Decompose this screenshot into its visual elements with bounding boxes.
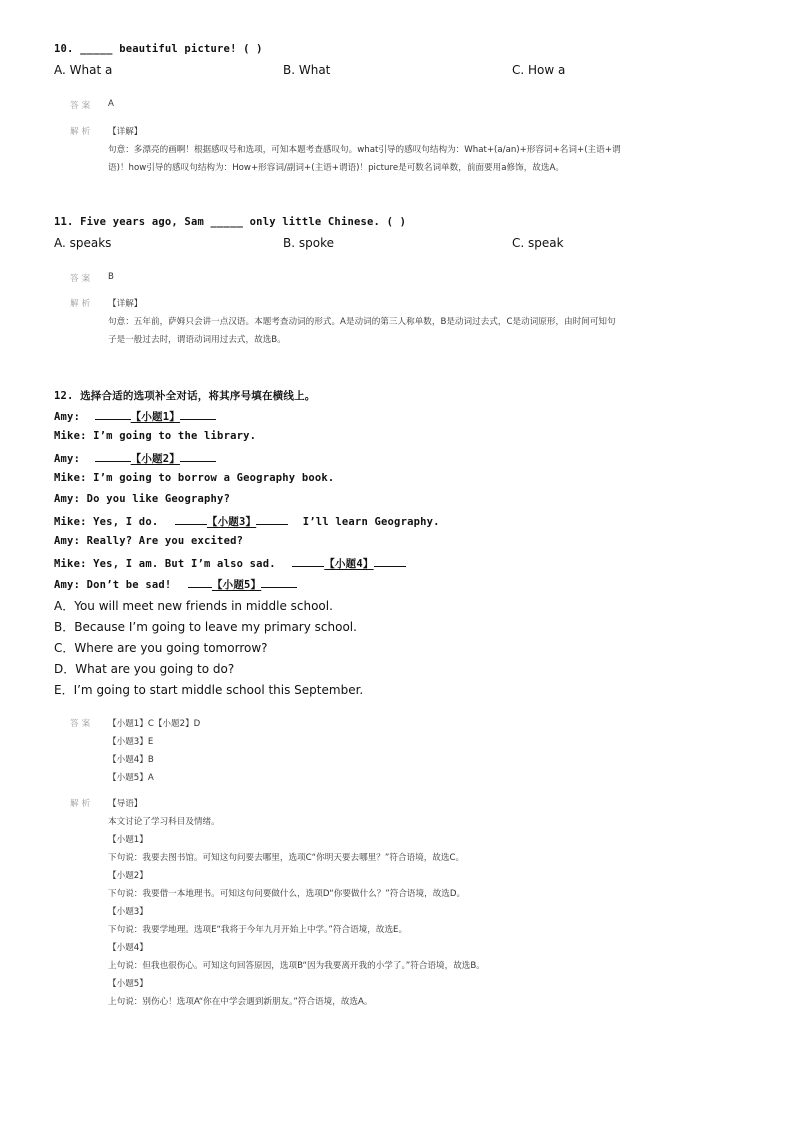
blank-subquestion-3: 【小题3】	[206, 516, 257, 528]
q12-stem: 12. 选择合适的选项补全对话，将其序号填在横线上。	[54, 390, 316, 402]
dialogue-line-5	[54, 493, 230, 505]
blank-line	[180, 409, 216, 420]
q11-stem: 11. Five years ago, Sam _____ only little Chinese. ( )	[54, 216, 407, 228]
q12-choice-c: C．Where are you going tomorrow?	[54, 641, 268, 655]
blank-line	[292, 556, 324, 567]
q12-analysis-line-2: 本文讨论了学习科目及情绪。	[108, 817, 220, 827]
blank-line	[95, 409, 131, 420]
dialogue-line-6	[54, 514, 440, 529]
speaker: Mike:	[54, 472, 87, 484]
q10-detail-line-1: 句意：多漂亮的画啊！根据感叹号和选项，可知本题考查感叹句。what引导的感叹句结构为：What+(a/an)+形容词+名词+(主语+谓	[108, 145, 621, 155]
blank-subquestion-1: 【小题1】	[130, 411, 180, 423]
q11-option-b: B. spoke	[283, 236, 334, 250]
q10-detail-line-2: 语)！how引导的感叹句结构为：How+形容词/副词+(主语+谓语)！picture是可数名词单数，前面要用a修饰，故选A。	[108, 163, 564, 173]
dialogue-line-8	[54, 556, 406, 571]
dialogue-line-4	[54, 472, 334, 484]
q10-option-b: B. What	[283, 63, 331, 77]
q11-detail-tag: 【详解】	[108, 299, 143, 309]
q11-answer: B	[108, 272, 114, 282]
blank-line	[256, 514, 288, 525]
q12-choice-a: A．You will meet new friends in middle school.	[54, 599, 333, 613]
dialogue-text: Do you like Geography?	[86, 493, 231, 505]
dialogue-line-3	[54, 451, 216, 466]
blank-subquestion-2: 【小题2】	[130, 453, 180, 465]
q12-analysis-line-4: 下句说：我要去图书馆。可知这句问要去哪里，选项C“你明天要去哪里？”符合语境，故选C。	[108, 853, 465, 863]
dialogue-text: Don’t be sad!	[86, 579, 172, 591]
blank-line	[95, 451, 131, 462]
q12-choice-e: E．I’m going to start middle school this September.	[54, 683, 364, 697]
q12-answer-line-2: 【小题3】E	[108, 737, 154, 747]
dialogue-text: Really? Are you excited?	[86, 535, 244, 547]
dialogue-text-after: I’ll learn Geography.	[302, 516, 440, 528]
speaker: Mike:	[54, 558, 87, 570]
dialogue-line-1	[54, 409, 216, 424]
blank-line	[374, 556, 406, 567]
q12-analysis-line-10: 上句说：但我也很伤心。可知这句回答原因，选项B“因为我要离开我的小学了。”符合语境，故选B。	[108, 961, 485, 971]
q12-analysis-line-5: 【小题2】	[108, 871, 148, 881]
q10-option-c: C. How a	[512, 63, 566, 77]
dialogue-text: Yes, I do.	[93, 516, 159, 528]
q11-answer-label: 答案	[70, 274, 94, 284]
q12-answer-line-4: 【小题5】A	[108, 773, 154, 783]
blank-line	[188, 577, 212, 588]
dialogue-text: I’m going to borrow a Geography book.	[93, 472, 335, 484]
q10-stem: 10. _____ beautiful picture! ( )	[54, 43, 263, 55]
blank-line	[261, 577, 297, 588]
speaker: Amy:	[54, 411, 81, 423]
q10-option-a: A. What a	[54, 63, 113, 77]
dialogue-text: Yes, I am. But I’m also sad.	[93, 558, 276, 570]
blank-line	[175, 514, 207, 525]
q12-answer-label: 答案	[70, 719, 94, 729]
q12-choice-d: D．What are you going to do?	[54, 662, 235, 676]
q12-analysis-line-9: 【小题4】	[108, 943, 148, 953]
q12-analysis-line-7: 【小题3】	[108, 907, 148, 917]
q10-answer: A	[108, 99, 114, 109]
q10-analysis-label: 解析	[70, 127, 94, 137]
speaker: Amy:	[54, 579, 81, 591]
q12-analysis-line-3: 【小题1】	[108, 835, 148, 845]
dialogue-line-7	[54, 535, 243, 547]
q12-analysis-line-6: 下句说：我要借一本地理书。可知这句问要做什么，选项D“你要做什么？”符合语境，故选D。	[108, 889, 466, 899]
dialogue-line-9	[54, 577, 297, 592]
q11-detail-line-2: 子是一般过去时，谓语动词用过去式，故选B。	[108, 335, 286, 345]
q11-option-c: C. speak	[512, 236, 564, 250]
q12-choice-b: B．Because I’m going to leave my primary school.	[54, 620, 357, 634]
blank-subquestion-5: 【小题5】	[211, 579, 262, 591]
blank-subquestion-4: 【小题4】	[324, 558, 374, 570]
q11-analysis-label: 解析	[70, 299, 94, 309]
q10-answer-label: 答案	[70, 101, 94, 111]
q12-analysis-line-12: 上句说：别伤心！选项A“你在中学会遇到新朋友。”符合语境，故选A。	[108, 997, 373, 1007]
q12-analysis-line-11: 【小题5】	[108, 979, 148, 989]
q12-answer-line-3: 【小题4】B	[108, 755, 154, 765]
speaker: Amy:	[54, 493, 81, 505]
q12-analysis-label: 解析	[70, 799, 94, 809]
q12-analysis-line-1: 【导语】	[108, 799, 143, 809]
q12-analysis-line-8: 下句说：我要学地理。选项E“我将于今年九月开始上中学。”符合语境，故选E。	[108, 925, 408, 935]
q11-option-a: A. speaks	[54, 236, 112, 250]
dialogue-text: I’m going to the library.	[93, 430, 257, 442]
q11-detail-line-1: 句意：五年前，萨姆只会讲一点汉语。本题考查动词的形式。A是动词的第三人称单数，B是动词过去式，C是动词原形，由时间可知句	[108, 317, 616, 327]
speaker: Mike:	[54, 430, 87, 442]
q12-answer-line-1: 【小题1】C【小题2】D	[108, 719, 201, 729]
blank-line	[180, 451, 216, 462]
dialogue-line-2	[54, 430, 256, 442]
speaker: Mike:	[54, 516, 87, 528]
speaker: Amy:	[54, 535, 81, 547]
speaker: Amy:	[54, 453, 81, 465]
q10-detail-tag: 【详解】	[108, 127, 143, 137]
